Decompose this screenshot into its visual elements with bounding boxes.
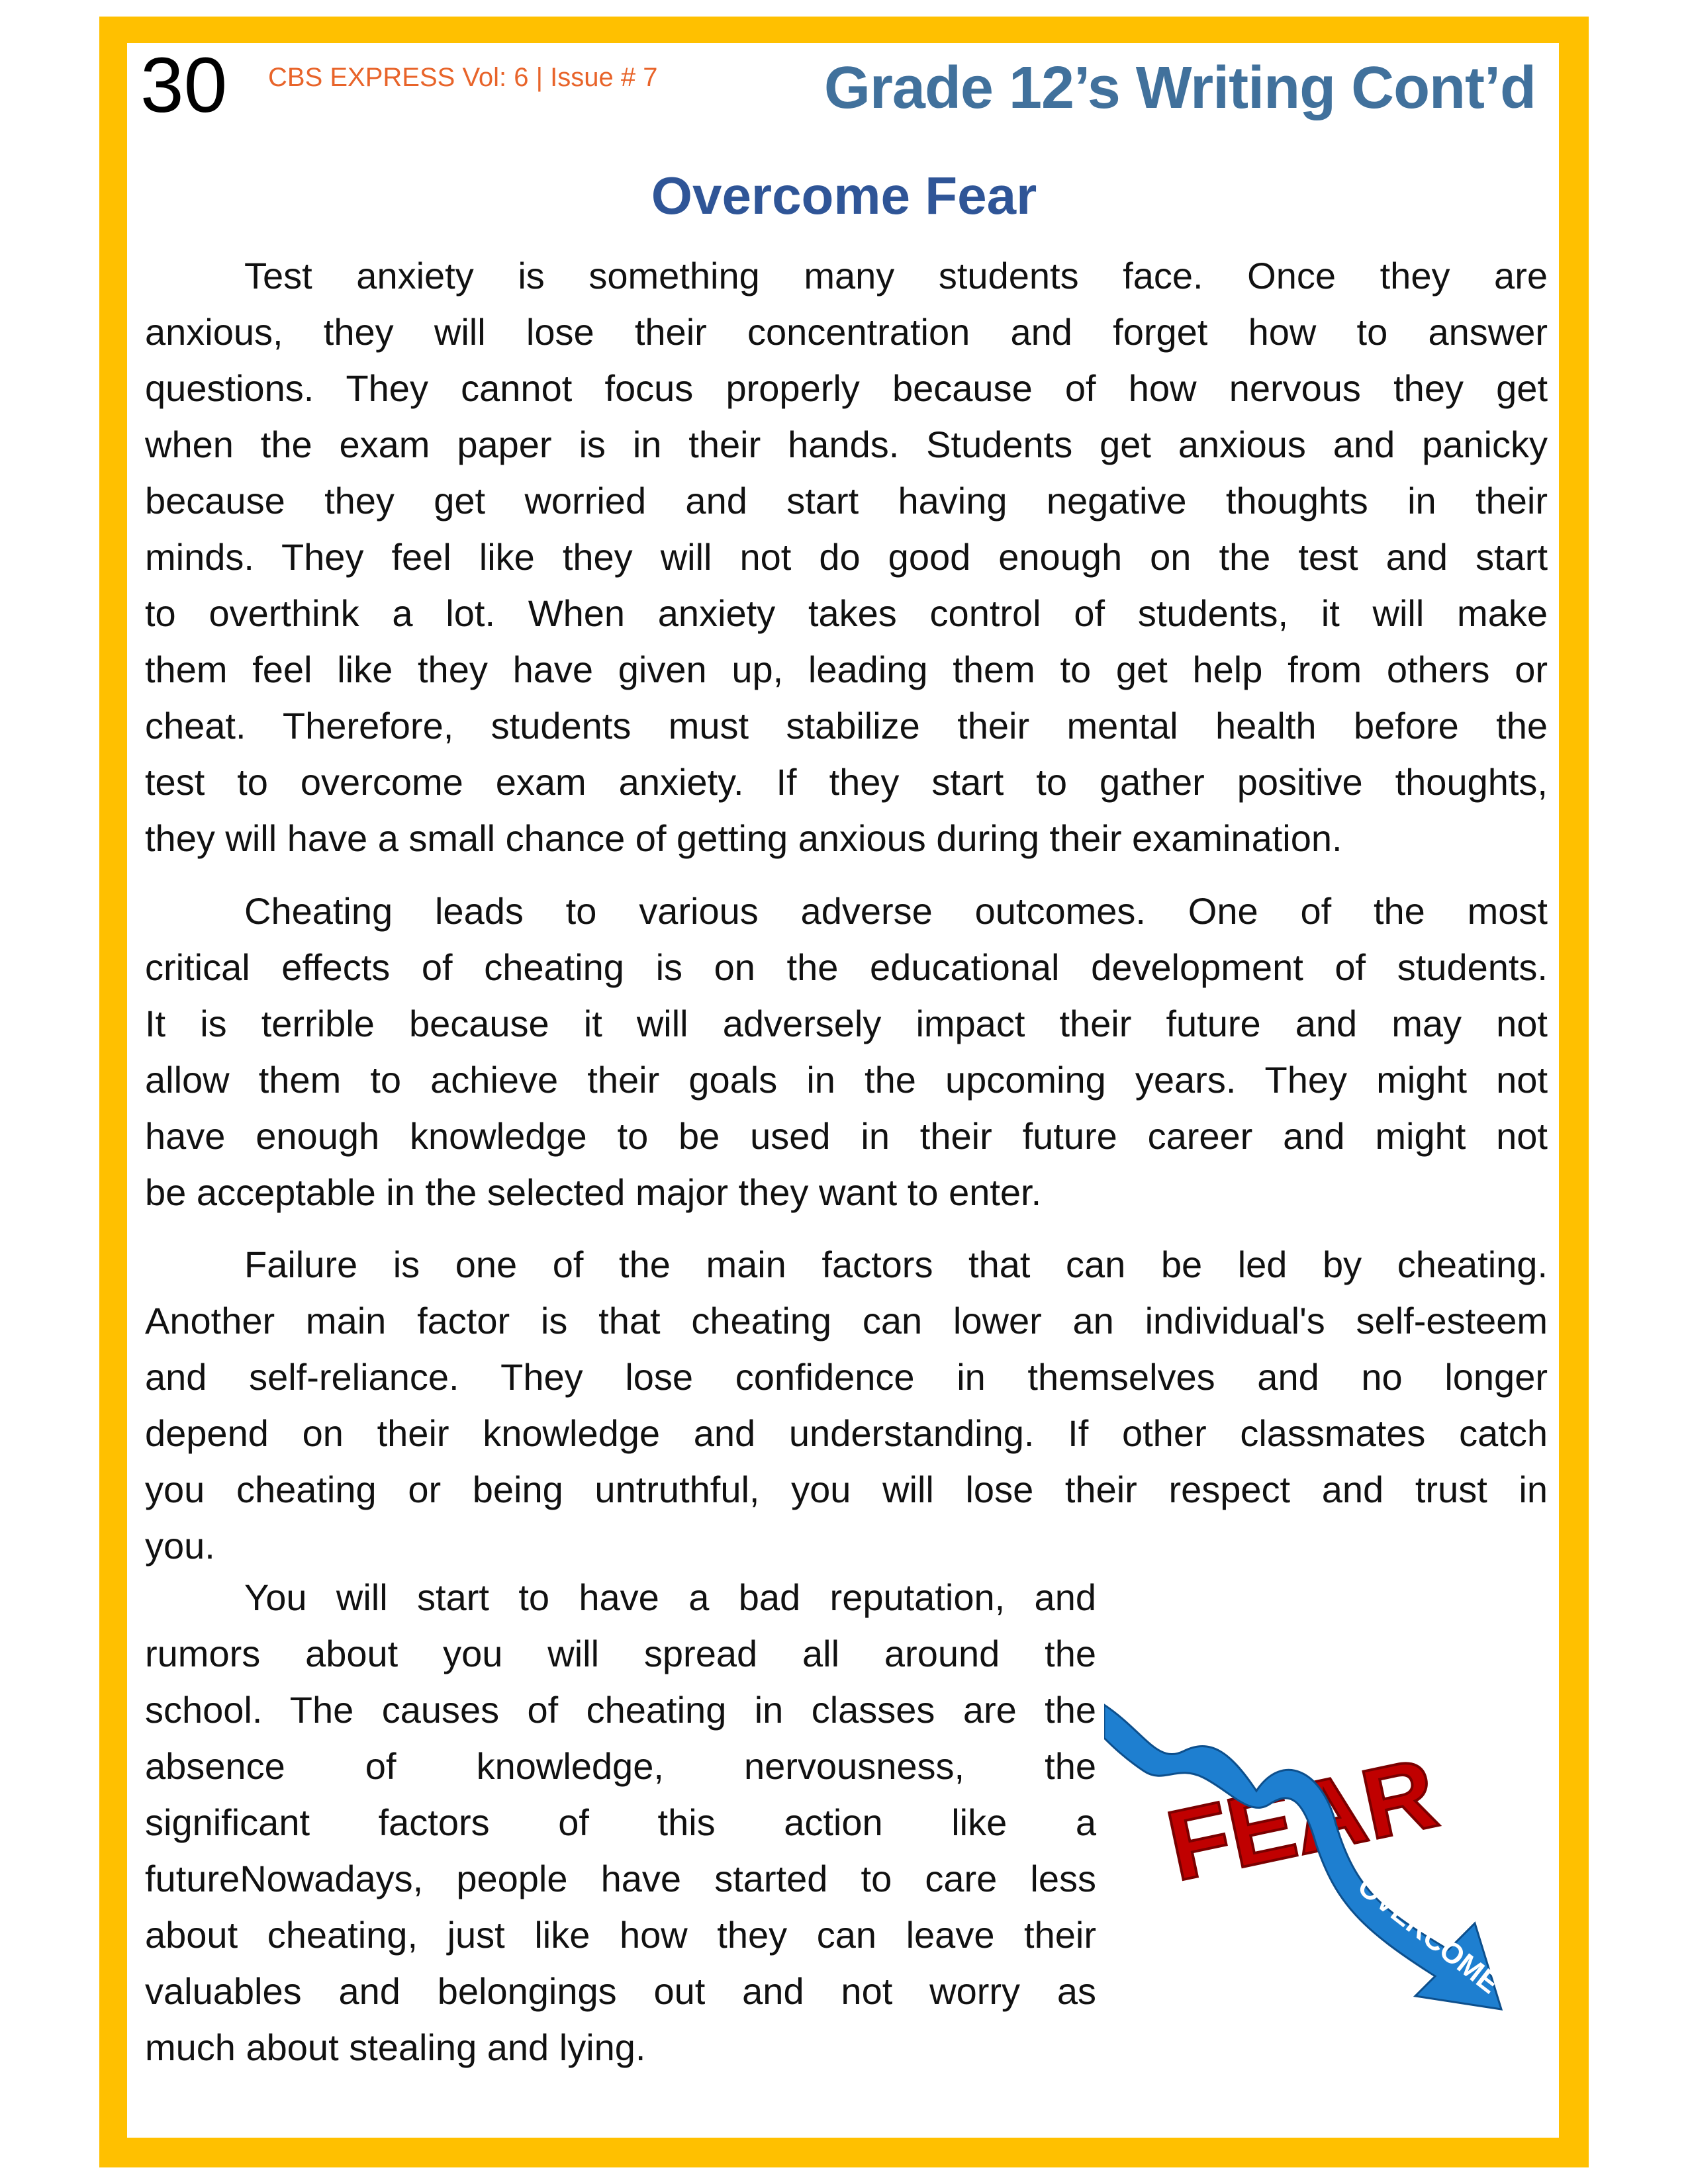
text-line: You will start to have a bad reputation, and <box>244 1576 1096 1618</box>
text-line: Test anxiety is something many students face. Once they are <box>244 255 1548 296</box>
svg-text:FEAR: FEAR <box>1158 1737 1446 1902</box>
text-line: valuables and belongings out and not worry as <box>145 1970 1096 2012</box>
text-line: Failure is one of the main factors that can be led by cheating. <box>244 1244 1548 1285</box>
text-line: and self-reliance. They lose confidence in themselves and no longer <box>145 1356 1548 1398</box>
text-line: to overthink a lot. When anxiety takes control of students, it will make <box>145 592 1548 634</box>
text-line: because they get worried and start having negative thoughts in their <box>145 480 1548 522</box>
text-line: questions. They cannot focus properly because of how nervous they get <box>145 367 1548 409</box>
text-line: they will have a small chance of getting anxious during their examination. <box>145 817 1342 859</box>
text-line: them feel like they have given up, leading them to get help from others or <box>145 649 1548 690</box>
text-line: futureNowadays, people have started to care less <box>145 1858 1096 1899</box>
text-line: critical effects of cheating is on the educational development of students. <box>145 946 1548 988</box>
section-title: Grade 12’s Writing Cont’d <box>823 55 1536 121</box>
text-line: allow them to achieve their goals in the upcoming years. They might not <box>145 1059 1548 1101</box>
text-line: anxious, they will lose their concentration and forget how to answer <box>145 311 1548 353</box>
text-line: depend on their knowledge and understanding. If other classmates catch <box>145 1412 1548 1454</box>
text-line: much about stealing and lying. <box>145 2026 646 2068</box>
text-line: Another main factor is that cheating can lower an individual's self-esteem <box>145 1300 1548 1342</box>
text-line: test to overcome exam anxiety. If they start to gather positive thoughts, <box>145 761 1548 803</box>
text-line: be acceptable in the selected major they want to enter. <box>145 1171 1042 1213</box>
overcome-fear-image <box>1104 1692 1568 2033</box>
text-line: Cheating leads to various adverse outcomes. One of the most <box>244 890 1548 932</box>
text-line: you cheating or being untruthful, you will lose their respect and trust in <box>145 1469 1548 1510</box>
text-line: rumors about you will spread all around the <box>145 1633 1096 1674</box>
article-title: Overcome Fear <box>651 166 1037 225</box>
paragraph-3 <box>145 1236 1548 1574</box>
text-line: about cheating, just like how they can leave their <box>145 1914 1096 1956</box>
text-line: cheat. Therefore, students must stabilize their mental health before the <box>145 705 1548 747</box>
text-line: have enough knowledge to be used in their future career and might not <box>145 1115 1548 1157</box>
overcome-label: OVERCOME <box>1351 1870 1506 2000</box>
text-line: significant factors of this action like a <box>145 1801 1096 1843</box>
text-line: school. The causes of cheating in classes are the <box>145 1689 1096 1731</box>
text-line: absence of knowledge, nervousness, the <box>145 1745 1096 1787</box>
text-line: minds. They feel like they will not do good enough on the test and start <box>145 536 1548 578</box>
paragraph-1 <box>145 248 1548 866</box>
text-line: It is terrible because it will adversely impact their future and may not <box>145 1003 1548 1044</box>
issue-label: CBS EXPRESS Vol: 6 | Issue # 7 <box>268 63 658 92</box>
paragraph-2 <box>145 883 1548 1220</box>
text-line: you. <box>145 1525 215 1567</box>
text-line: when the exam paper is in their hands. Students get anxious and panicky <box>145 424 1548 465</box>
paragraph-4 <box>145 1569 1096 2075</box>
page-number: 30 <box>140 42 228 129</box>
